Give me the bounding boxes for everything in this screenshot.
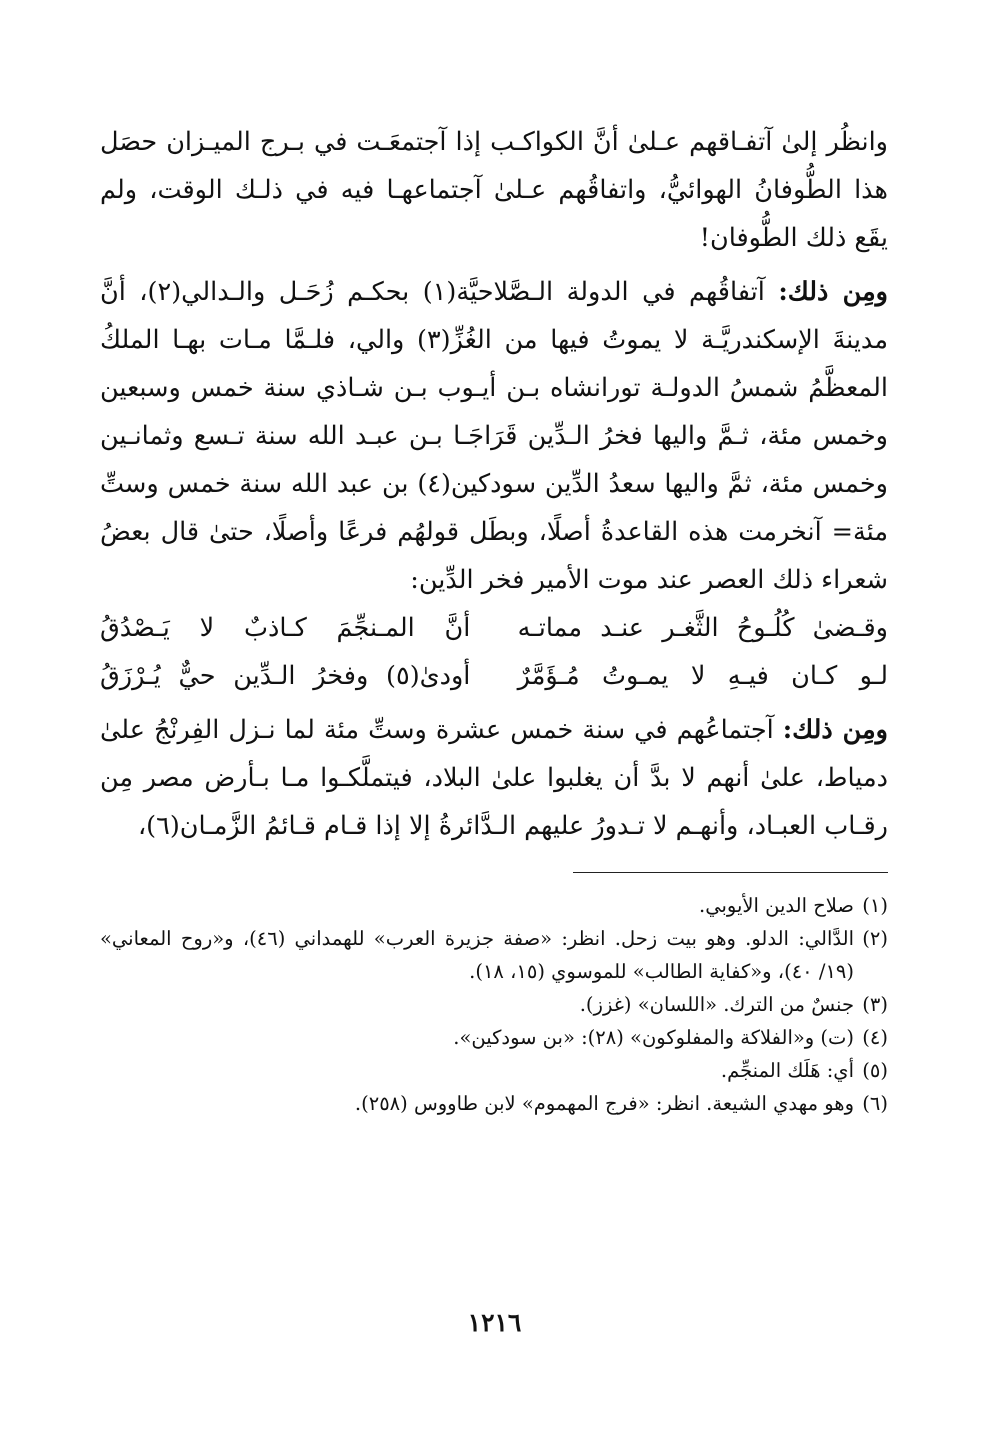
paragraph-3-lead: ومِن ذلك: (782, 715, 888, 745)
paragraph-3 (100, 706, 888, 850)
footnote-text: الدَّالي: الدلو. وهو بيت زحل. انظر: «صفة جزيرة العرب» للهمداني (٤٦)، و«روح المعاني» (١٩/ ٤٠)، و«كفاية الطالب» للموسوي (١٥، ١٨). (100, 927, 854, 983)
footnote-4 (100, 1021, 888, 1054)
paragraph-2-text: آتفاقُهم في الدولة الـصَّلاحيَّة(١) بحكـم زُحَـل والـدالي(٢)، أنَّ مدينةَ الإسكندريَّـة لا يموتُ فيها من الغُزِّ(٣) والي، فلـمَّا مـات بهـا الملكُ المعظَّمُ شمسُ الدولـة تورانشاه بـن أيـوب بـن شـاذي سنة خمس وسبعين وخمس مئة، ثـمَّ واليها فخرُ الـدِّين قَرَاجَـا بـن عبـد الله سنة تـسع وثمانـين وخمس مئة، ثمَّ واليها سعدُ الدِّين سودكين(٤) بن عبد الله سنة خمس وستِّ مئة= آنخرمت هذه القاعدةُ أصلًا، وبطَل قولهُم فرعًا وأصلًا، حتىٰ قال بعضُ شعراء ذلك العصر عند موت الأمير فخر الدِّين: (100, 277, 888, 595)
footnote-text: أي: هَلَك المنجِّم. (720, 1059, 854, 1082)
verse-1-first-hemistich: وقـضىٰ كُلُـوحُ الثَّغـر عنـد مماتـه (517, 613, 888, 643)
footnote-3 (100, 988, 888, 1021)
footnote-2 (100, 922, 888, 988)
footnote-number: (١) (862, 894, 888, 917)
footnote-text: صلاح الدين الأيوبي. (699, 894, 854, 917)
footnote-6 (100, 1087, 888, 1120)
verse-1 (100, 604, 888, 652)
paragraph-1: وانظُر إلىٰ آتفـاقهم عـلىٰ أنَّ الكواكـب إذا آجتمعَـت في بـرج الميـزان حصَل هذا الطُّوفانُ الهوائيُّ، واتفاقُهم عـلىٰ آجتماعهـا فيه في ذلـك الوقت، ولم يقَع ذلك الطُّوفان! (100, 127, 888, 253)
footnote-number: (٥) (862, 1059, 888, 1082)
footnote-5 (100, 1054, 888, 1087)
paragraph-3-text: آجتماعُهم في سنة خمس عشرة وستِّ مئة لما نـزل الفِرنْجُ علىٰ دمياط، علىٰ أنهم لا بدَّ أن يغلبوا علىٰ البلاد، فيتملَّكـوا مـا بـأرض مصر مِن رقـاب العبـاد، وأنهـم لا تـدورُ عليهم الـدَّائرةُ إلا إذا قـام قـائمُ الزَّمـان(٦)، (100, 715, 888, 841)
poem (100, 604, 888, 700)
footnote-text: وهو مهدي الشيعة. انظر: «فرج المهموم» لابن طاووس (٢٥٨). (354, 1092, 854, 1115)
footnote-1 (100, 889, 888, 922)
page-content (100, 118, 888, 1120)
footnote-number: (٣) (862, 993, 888, 1016)
verse-2-second-hemistich: أودىٰ(٥) وفخرُ الـدِّين حيٌّ يُـرْزَقُ (100, 661, 471, 691)
paragraph-2-lead: ومِن ذلك: (778, 277, 888, 307)
footnote-divider (573, 872, 888, 873)
footnotes (100, 889, 888, 1120)
verse-1-second-hemistich: أنَّ المـنجِّمَ كـاذبٌ لا يَـصْدُقُ (100, 613, 471, 643)
footnote-number: (٢) (862, 927, 888, 950)
page-number: ١٢١٦ (467, 1308, 522, 1337)
footnote-text: جنسٌ من الترك. «اللسان» (غزز). (579, 993, 854, 1016)
paragraph-2 (100, 268, 888, 604)
verse-2 (100, 652, 888, 700)
footnote-text: (ت) و«الفلاكة والمفلوكون» (٢٨): «بن سودكين». (453, 1026, 854, 1049)
footnote-number: (٦) (862, 1092, 888, 1115)
verse-2-first-hemistich: لـو كـان فيـهِ لا يمـوتُ مُـؤَمَّرٌ (517, 661, 888, 691)
main-text (100, 118, 888, 850)
footnote-number: (٤) (862, 1026, 888, 1049)
